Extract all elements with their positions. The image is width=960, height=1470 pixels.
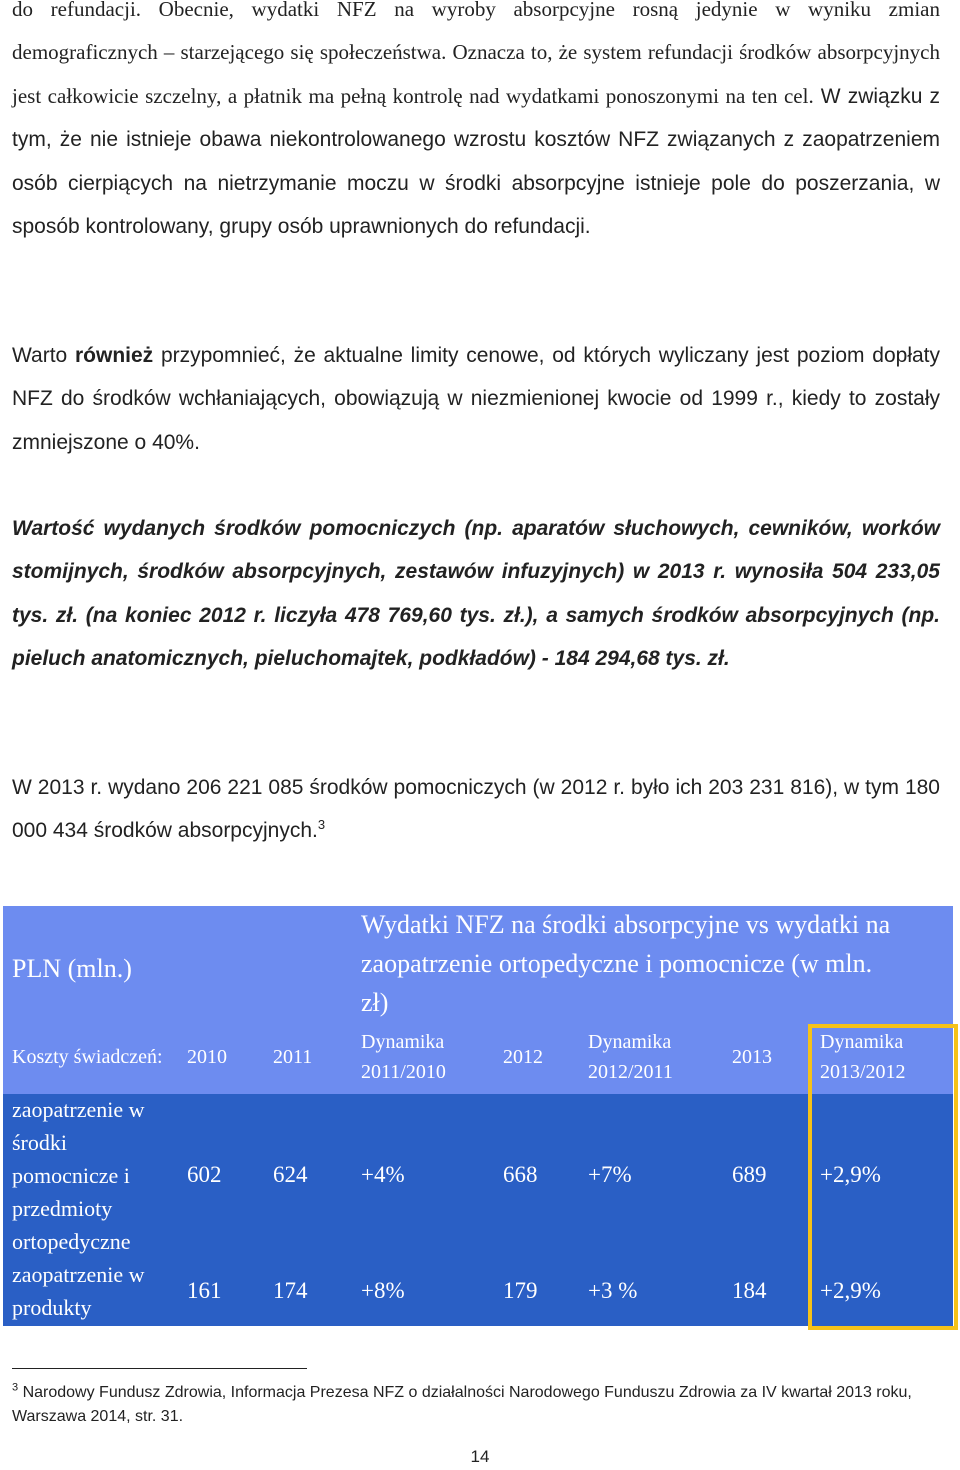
cell-2012: 668 (494, 1094, 579, 1256)
cell-2012: 179 (494, 1256, 579, 1326)
cell-2010: 161 (178, 1256, 264, 1326)
header-2010: 2010 (178, 1020, 264, 1094)
paragraph-aid-value: Wartość wydanych środków pomocniczych (np. aparatów słuchowych, cewników, worków stomijnych, środków absorpcyjnych, zestawów infuzyjnych) w 2013 r. wynosiła 504 233,05 tys. zł. (na koniec 2012 r. liczyła 478 769,60 tys. zł.), a samych środków absorpcyjnych (np. pieluch anatomicznych, pieluchomajtek, podkładów) - 184 294,68 tys. zł. (12, 517, 940, 671)
footnote (12, 1381, 942, 1429)
page-number: 14 (470, 1447, 490, 1466)
footnote-separator (12, 1368, 307, 1369)
highlight-frame (808, 1024, 958, 1330)
cell-dynamics-2013-2012: +2,9% (808, 1094, 953, 1256)
paragraph-part-start: Warto (12, 344, 75, 367)
row-label-absorbent: zaopatrzenie w produkty (3, 1256, 178, 1326)
header-dynamics-2012-2011: Dynamika 2012/2011 (579, 1020, 723, 1094)
cell-dynamics-2012-2011: +7% (579, 1094, 723, 1256)
paragraph-aid-count (12, 766, 940, 853)
header-dynamics-2011-2010: Dynamika 2011/2010 (349, 1020, 494, 1094)
cell-dynamics-2013-2012: +2,9% (808, 1256, 953, 1326)
paragraph-price-limits (12, 334, 940, 464)
paragraph-refund-system (12, 0, 940, 248)
cell-dynamics-2011-2010: +4% (349, 1094, 494, 1256)
expenditure-table (3, 906, 953, 1326)
row-label-orthopedic: zaopatrzenie w środki pomocnicze i przedmioty ortopedyczne (3, 1094, 178, 1256)
paragraph-part-bold: również (75, 344, 154, 367)
header-dynamics-2013-2012: Dynamika 2013/2012 (808, 1020, 953, 1094)
table-title: Wydatki NFZ na środki absorpcyjne vs wydatki na zaopatrzenie ortopedyczne i pomocnicze (w mln. zł) (349, 906, 953, 1020)
footnote-marker: 3 (12, 1381, 19, 1394)
cell-2010: 602 (178, 1094, 264, 1256)
cell-dynamics-2011-2010: +8% (349, 1256, 494, 1326)
unit-label: PLN (mln.) (3, 906, 349, 1020)
header-2011: 2011 (264, 1020, 349, 1094)
cell-2013: 184 (723, 1256, 808, 1326)
header-2012: 2012 (494, 1020, 579, 1094)
paragraph-part-text: W 2013 r. wydano 206 221 085 środków pomocniczych (w 2012 r. było ich 203 231 816), w tym 180 000 434 środków absorpcyjnych. (12, 776, 940, 843)
cell-2011: 174 (264, 1256, 349, 1326)
paragraph-part-end: przypomnieć, że aktualne limity cenowe, od których wyliczany jest poziom dopłaty NFZ do środków wchłaniających, obowiązują w niezmienionej kwocie od 1999 r., kiedy to zostały zmniejszone o 40%. (12, 344, 941, 454)
footnote-text: Narodowy Fundusz Zdrowia, Informacja Prezesa NFZ o działalności Narodowego Funduszu Zdrowia za IV kwartał 2013 roku, Warszawa 2014, str. 31. (12, 1384, 912, 1425)
header-label: Koszty świadczeń: (3, 1020, 178, 1094)
cell-2011: 624 (264, 1094, 349, 1256)
paragraph-part-sans: W związku z tym, że nie istnieje obawa niekontrolowanego wzrostu kosztów NFZ związanych z zaopatrzeniem osób cierpiących na nietrzymanie moczu w środki absorpcyjne istnieje pole do poszerzania, w sposób kontrolowany, grupy osób uprawnionych do refundacji. (12, 84, 941, 239)
header-2013: 2013 (723, 1020, 808, 1094)
cell-2013: 689 (723, 1094, 808, 1256)
footnote-reference: 3 (317, 817, 326, 833)
paragraph-part-serif: do refundacji. Obecnie, wydatki NFZ na wyroby absorpcyjne rosną jedynie w wyniku zmian demograficznych – starzejącego się społeczeństwa. Oznacza to, że system refundacji środków absorpcyjnych jest całkowicie szczelny, a płatnik ma pełną kontrolę nad wydatkami ponoszonymi na ten cel. (12, 0, 940, 108)
cell-dynamics-2012-2011: +3 % (579, 1256, 723, 1326)
